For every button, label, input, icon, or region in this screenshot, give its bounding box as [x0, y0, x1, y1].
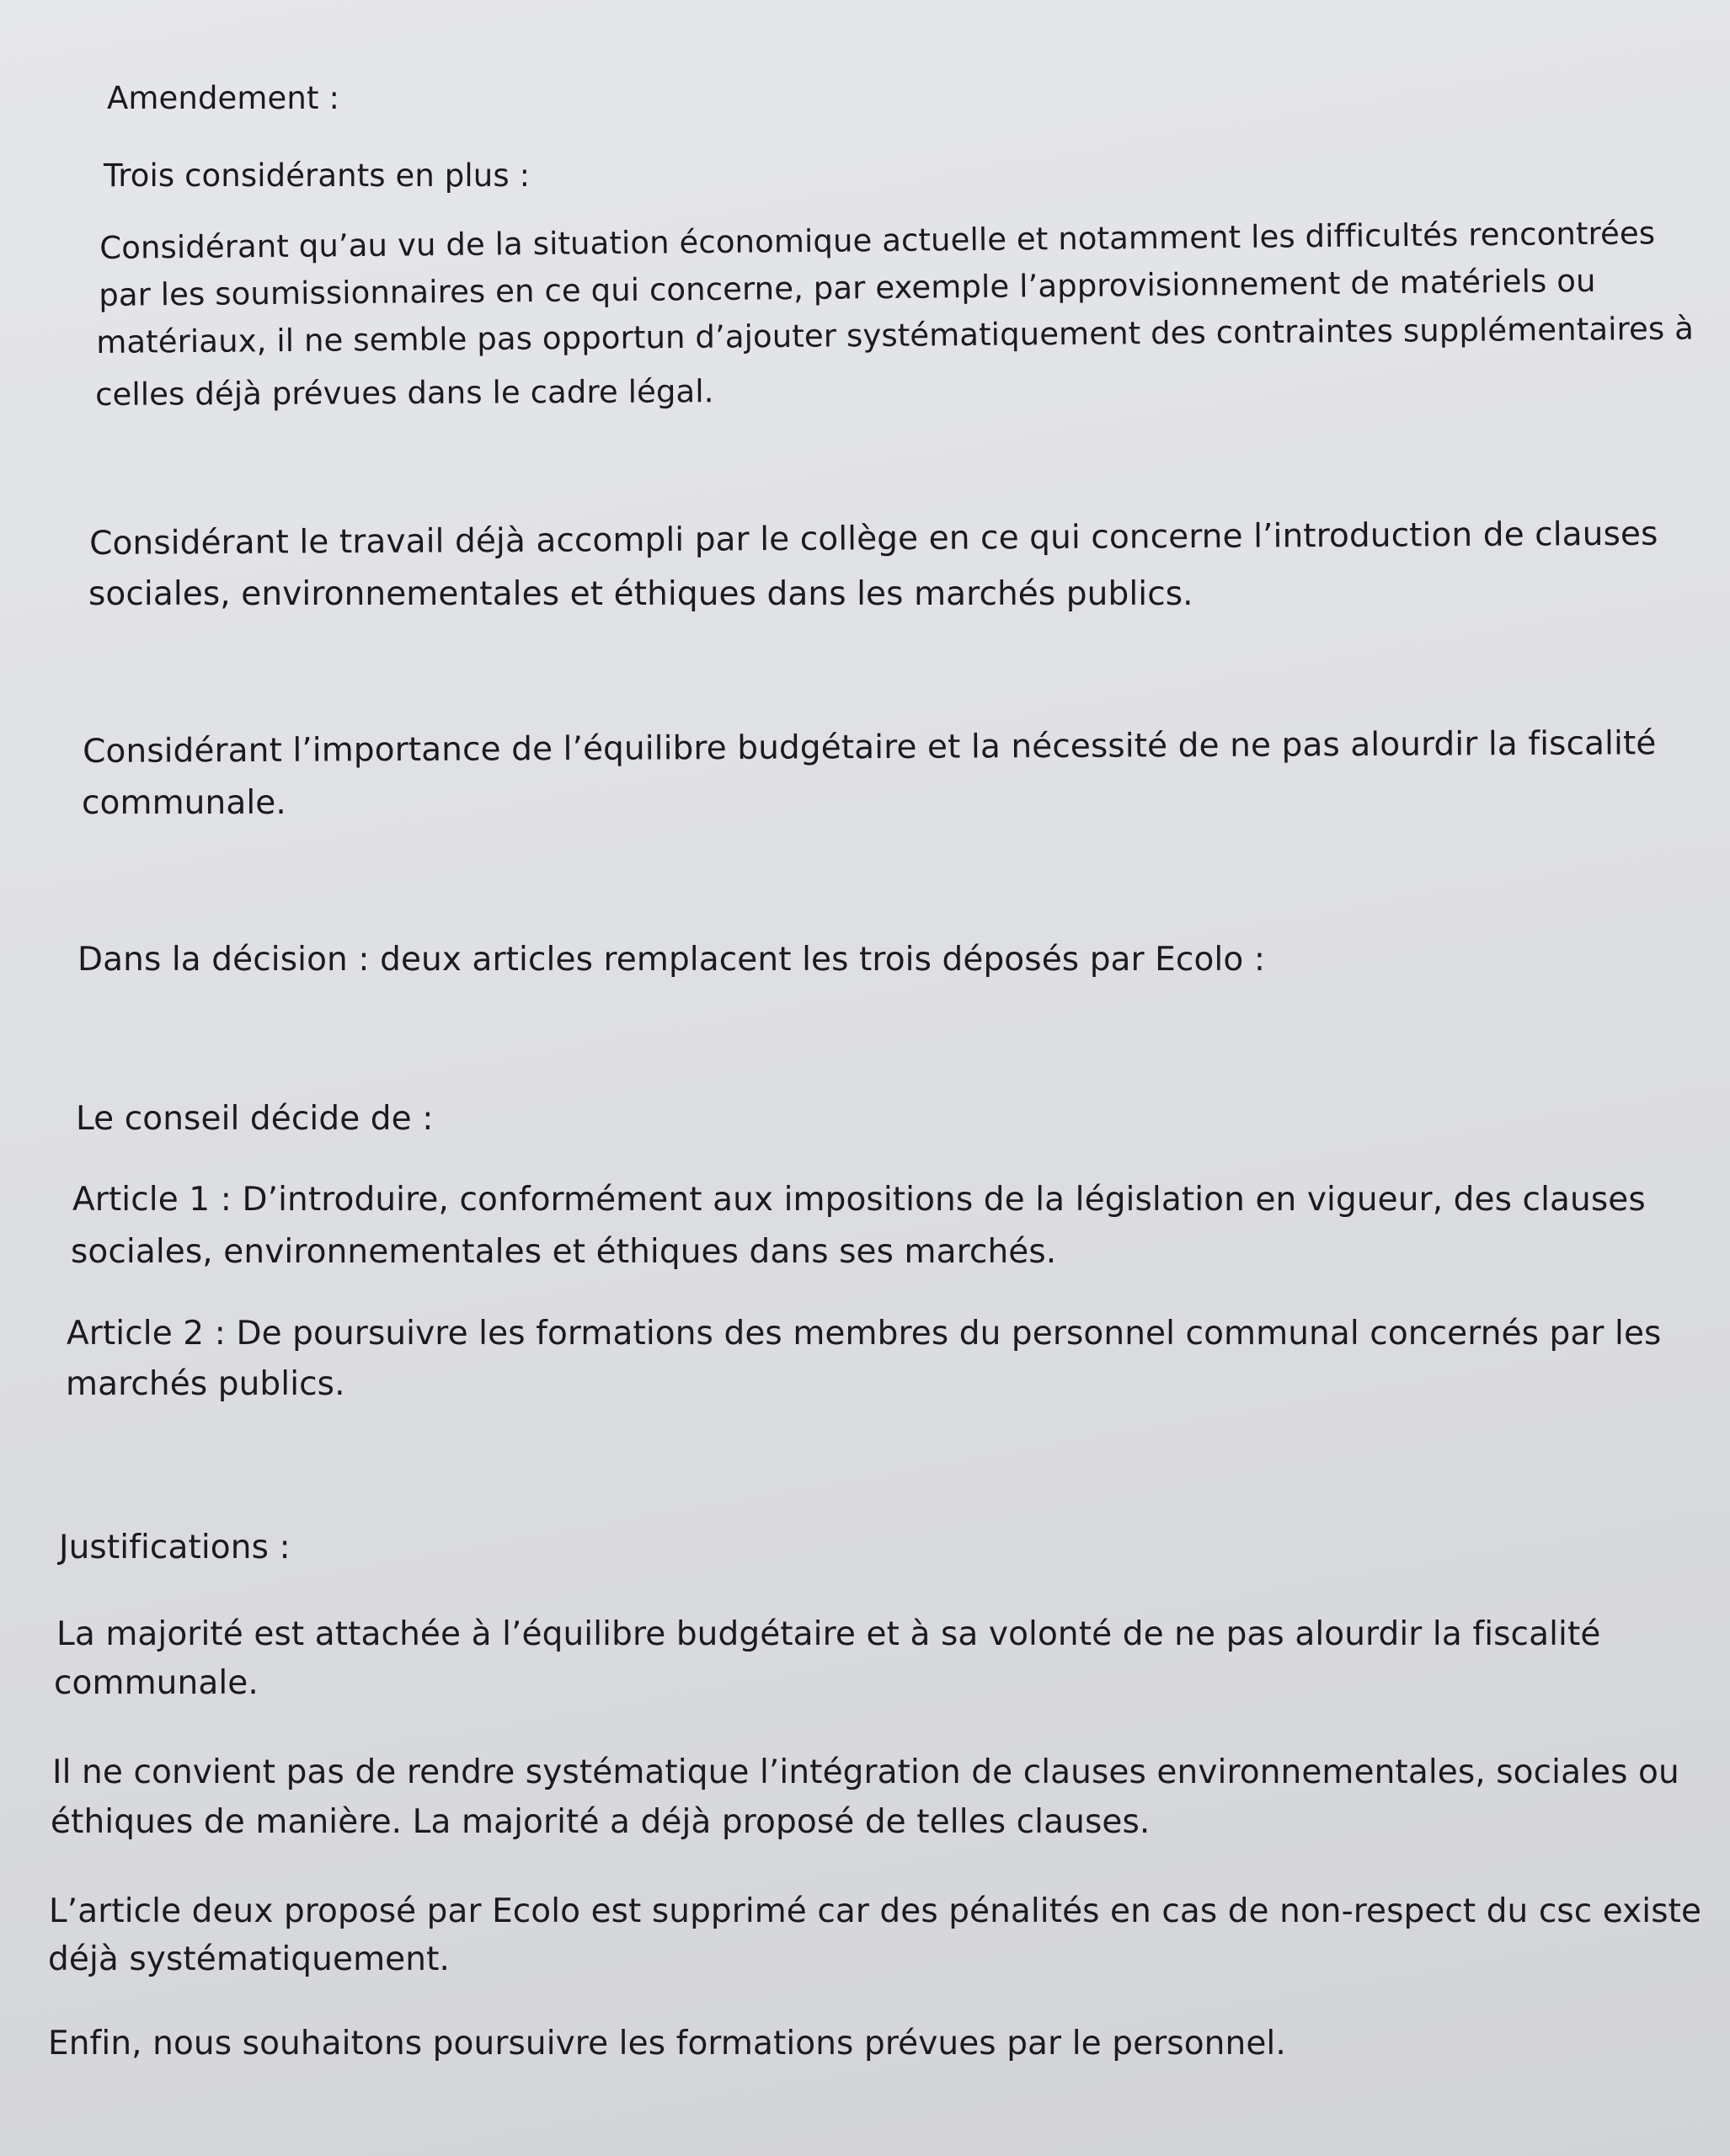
- conseil-decide: Le conseil décide de :: [76, 1100, 434, 1138]
- article-1-line: sociales, environnementales et éthiques dans ses marchés.: [71, 1233, 1057, 1271]
- justification-4-line: Enfin, nous souhaitons poursuivre les formations prévues par le personnel.: [48, 2025, 1286, 2063]
- article-1-line: Article 1 : D’introduire, conformément aux impositions de la législation en vigueur, des clauses: [72, 1181, 1646, 1219]
- justification-2-line: Il ne convient pas de rendre systématique l’intégration de clauses environnementales, sociales ou: [52, 1753, 1679, 1791]
- justification-3-line: L’article deux proposé par Ecolo est supprimé car des pénalités en cas de non-respect du csc existe: [49, 1892, 1702, 1930]
- considerants-intro: Trois considérants en plus :: [104, 157, 531, 194]
- justification-3-line: déjà systématiquement.: [48, 1940, 450, 1978]
- considerant-1-line: celles déjà prévues dans le cadre légal.: [95, 373, 714, 413]
- considerant-3-line: Considérant l’importance de l’équilibre budgétaire et la nécessité de ne pas alourdir la fiscalité: [83, 724, 1657, 771]
- considerant-1-line: Considérant qu’au vu de la situation économique actuelle et notamment les difficultés rencontrées: [99, 215, 1656, 266]
- considerant-3-line: communale.: [82, 784, 286, 822]
- amendement-title: Amendement :: [107, 80, 340, 116]
- considerant-2-line: Considérant le travail déjà accompli par le collège en ce qui concerne l’introduction de clauses: [89, 515, 1658, 563]
- article-2-line: Article 2 : De poursuivre les formations des membres du personnel communal concernés par les: [67, 1315, 1662, 1353]
- justification-1-line: communale.: [54, 1664, 259, 1702]
- considerant-1-line: matériaux, il ne semble pas opportun d’ajouter systématiquement des contraintes supplémentaires à: [96, 310, 1695, 360]
- decision-intro: Dans la décision : deux articles remplacent les trois déposés par Ecolo :: [77, 941, 1266, 979]
- justification-2-line: éthiques de manière. La majorité a déjà proposé de telles clauses.: [51, 1803, 1151, 1841]
- justification-1-line: La majorité est attachée à l’équilibre budgétaire et à sa volonté de ne pas alourdir la fiscalité: [56, 1615, 1601, 1653]
- article-2-line: marchés publics.: [66, 1365, 345, 1403]
- considerant-2-line: sociales, environnementales et éthiques dans les marchés publics.: [88, 575, 1193, 613]
- considerant-1-line: par les soumissionnaires en ce qui concerne, par exemple l’approvisionnement de matériels ou: [99, 262, 1596, 313]
- justifications-title: Justifications :: [59, 1529, 291, 1566]
